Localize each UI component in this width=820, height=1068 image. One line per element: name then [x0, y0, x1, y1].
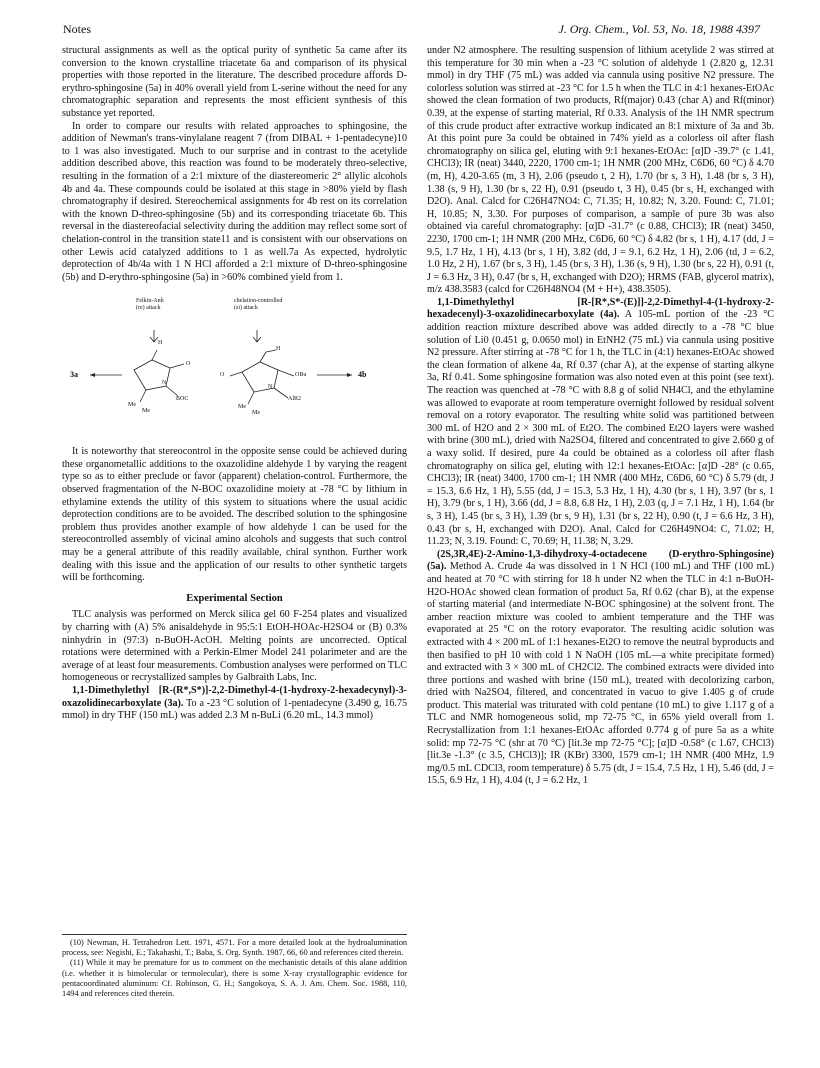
compound-4a-text: A 105-mL portion of the -23 °C addition reaction mixture described above was added directly to a -78 °C blue solution of Li0 (0.451 g, 0.0650 mol) in EtNH2 (75 mL) via cannula using positive N2 pressure. After stirring at -78 °C for 1 h, the TLC in (4:1) hexanes-EtOAc showed the clean formation of alkene 4a, Rf 0.37 (char A), at the expense of starting alkyne 3a, Rf 0.41. Some sphingosine formation was also noted even at this point (see text). The reaction was quenched at -78 °C with 8.8 g of solid NH4Cl, and the ethylamine was allowed to evaporate at room temperature overnight followed by residual solvent removal on a rotory evaporator. The resulting white solid was partitioned between 300 mL of H2O and 2 × 300 mL of Et2O. The combined Et2O layers were washed with brine (300 mL), dried with Na2SO4, filtered and concentrated to give 2.660 g of a waxy solid. If desired, pure 4a could be obtained as a colorless oil after flash chromatography on silica gel, eluting with 12:1 hexanes-EtOAc: [α]D -28° (c 0.65, CHCl3); IR (neat) 3400, 1700 cm-1; 1H NMR (400 MHz, C6D6, 60 °C) δ 5.79 (dt, J = 15.3, 6.6 Hz, 1 H), 5.55 (dd, J = 15.3, 5.3 Hz, 1 H), 4.30 (br s, 1 H), 3.97 (br s, 1 H), 3.79 (br s, 1 H), 3.66 (dd, J = 8.8, 6.8 Hz, 1 H), 2.03 (q, J = 7.1 Hz, 1 H), 1.64 (br s, 3 H), 1.45 (br s, 3 H), 1.39 (br s, 9 H), 1.31 (br s, 22 H), 0.90 (t, J = 6.6 Hz, 3 H), 0.43 (br s, H, exchanged with D2O). Anal. Calcd for C26H49NO4: C, 71.02; H, 11.23; N, 3.19. Found: C, 70.69; H, 11.38; N, 3.29. — [427, 309, 774, 548]
paragraph-3a-procedure: under N2 atmosphere. The resulting suspension of lithium acetylide 2 was stirred at this temperature for 30 min when a -23 °C solution of aldehyde 1 (2.820 g, 12.31 mmol) in dry THF (75 mL) was added via cannula using positive N2 pressure. The colorless solution was stirred at -23 °C for 1.5 h when the TLC in 4:1 hexanes-EtOAc showed the clean formation of two products, Rf(major) 0.43 (char A) and Rf(minor) 0.39, at the expense of starting material, Rf 0.33. Analysis of the 1H NMR spectrum of this crude product after extractive workup indicated an 8:1 mixture of 3a and 3b. At this point pure 3a could be obtained in 74% yield as a colorless oil after flash chromatography on silica gel, eluting with 9:1 hexanes-EtOAc: [α]D -39.7° (c 1.41, CHCl3); IR (neat) 3440, 2220, 1700 cm-1; 1H NMR (200 MHz, C6D6, 60 °C) δ 4.70 (m, H), 4.20-3.65 (m, 3 H), 2.06 (pseudo t, 2 H), 1.70 (br s, 3 H), 1.48 (br s, 3 H), 1.38 (s, 9 H), 1.30 (br s, 22 H), 0.91 (pseudo t, 3 H), 0.45 (br s, H, exchanged with D2O). Anal. Calcd for C26H47NO4: C, 71.35; H, 10.82; N, 3.20. Found: C, 71.01; H, 10.85; N, 3.30. For purposes of comparison, a sample of pure 3b was also obtained via careful chromatography: [α]D -31.7° (c 0.88, CHCl3); IR (neat) 3450, 2230, 1700 cm-1; 1H NMR (200 MHz, C6D6, 60 °C) δ 4.82 (br s, 1 H), 4.17 (dd, J = 9.5, 1.7 Hz, 1 H), 4.13 (br s, 1 H), 3.82 (dd, J = 9.1, 6.2 Hz, 1 H), 2.06 (td, J = 6.2, 1.0 Hz, 2 H), 1.67 (br s, 3 H), 1.45 (br s, 3 H), 1.36 (s, 9 H), 1.30 (br s, 22 H), 0.91 (t, J = 6.3 Hz, 3 H), 0.47 (br s, H, exchanged with D2O); HRMS (FAB, glycerol matrix), m/z 438.3583 (calcd for C26H48NO4 (M + H+), 438.3505). — [427, 45, 774, 296]
footnote-11: (11) While it may be premature for us to comment on the mechanistic details of this alane addition (i.e. whether it is bimolecular or termolecular), there is some X-ray crystallographic evidence for pentacoordinated aluminum: Cf. Robinson, G. H.; Sangokoya, S. A. J. Am. Chem. Soc. 1988, 110, 1494 and references cited therein. — [62, 958, 407, 999]
paragraph-compound-4a — [427, 297, 774, 549]
n-label-left: N — [162, 380, 167, 387]
compound-5a-title: (2S,3R,4E)-2-Amino-1,3-dihydroxy-4-octadecene (D-erythro-Sphingosine) (5a). — [427, 548, 774, 573]
arrowhead-to-3a — [90, 373, 95, 377]
paragraph-compound-3a — [62, 685, 407, 723]
compound-4b-label: 4b — [358, 370, 367, 380]
footnote-10: (10) Newman, H. Tetrahedron Lett. 1971, 4571. For a more detailed look at the hydroalumination process, see: Negishi, E.; Takahashi, T.; Baba, S. Org. Synth. 1987, 66, 60 and references cited therein. — [62, 938, 407, 958]
compound-5a-text: Method A. Crude 4a was dissolved in 1 N HCl (100 mL) and THF (100 mL) and heated at 70 °C with stirring for 18 h under N2 when the TLC in 4:1 n-BuOH-H2O-HOAc showed clean formation of product 5a, Rf 0.62 (char B), at the expense of starting material (and intermediate N-BOC sphingosine) at the solvent front. The amber reaction mixture was cooled to ambient temperature and the THF was evaporated at 25 °C on the rotory evaporator. The resulting acidic solution was extracted with 4 × 200 mL of 1:1 hexanes-Et2O to remove the neutral byproducts and then basified to pH 10 with cold 1 N NaOH (105 mL—a white precipitate formed) and extracted with 3 × 300 mL of CH2Cl2. The combined extracts were divided into three portions and washed with brine (150 mL), treated with decolorizing carbon, dried with Na2SO4, filtered, and concentrated in vacuo to give 1.405 g of crude product. This material was triturated with cold pentane (10 mL) to give 1.117 g of a TLC and NMR homogeneous solid, mp 72-75 °C, in 65% yield overall from 1. Recrystallization from 1:1 hexanes-EtOAc afforded 0.774 g of pure 5a as a white solid: mp 72-75 °C (shr at 70 °C) [lit.3e mp 72-75 °C]; [α]D -0.58° (c 1.67, CHCl3) [lit.3e -1.3° (c 3.5, CHCl3)]; IR (KBr) 3300, 1579 cm-1; 1H NMR (400 MHz, 1.9 mg/0.5 mL CDCl3, room temperature) δ 5.75 (dt, J = 15.4, 7.5 Hz, 1 H), 5.46 (dd, J = 15.5, 6.9 Hz, 1 H), 4.04 (t, J = 6.2 Hz, 1 — [427, 561, 774, 787]
paragraph-compound-5a — [427, 549, 774, 788]
o-label-left: O — [186, 361, 191, 368]
compound-3a-text: To a -23 °C solution of 1-pentadecyne (3.490 g, 16.75 mmol) in dry THF (150 mL) was added 2.3 M n-BuLi (6.20 mL, 14.3 mmol) — [62, 697, 408, 722]
n-label-right: N — [268, 384, 273, 391]
felkin-anh-label: Felkin-Anh (re) attack — [136, 298, 164, 312]
compound-3a-label: 3a — [70, 370, 78, 380]
compound-4a-title: 1,1-Dimethylethyl [R-[R*,S*-(E)]]-2,2-Dimethyl-4-(1-hydroxy-2-hexadecenyl)-3-oxazolidinecarboxylate (4a). — [427, 296, 774, 321]
footnotes — [62, 934, 407, 999]
paragraph-stereocontrol: It is noteworthy that stereocontrol in the opposite sense could be achieved during these organometallic additions to the oxazolidine aldehyde 1 by varying the reagent type so as to either preclude or favor (apparent) chelation-control. Furthermore, the observed fragmentation of the N-BOC oxazolidine moiety at -78 °C by lithium in ethylamine extends the utility of this system to situations where the usual acidic deprotection conditions are to be avoided. The described solution to the sphingosine problem thus provides another example of how aldehyde 1 can be used for the stereocontrolled assembly of vicinal amino alcohols and suggests that such control may be a general attribute of this readily available, chiral synthon. Further work dealing with this issue and the application of our results to other synthetic targets will be forthcoming. — [62, 446, 407, 584]
scheme-drawing — [62, 290, 407, 440]
h-label-left: H — [158, 340, 163, 347]
paragraph-structural-assignments: structural assignments as well as the optical purity of synthetic 5a came after its conversion to the known crystalline triacetate 6a and comparison of its physical properties with those reported in the literature. The described procedure affords D-erythro-sphingosine (5a) in 40% overall yield from L-serine without the need for any chromatographic separation and represents the most efficient synthesis of this substance yet reported. — [62, 45, 407, 119]
alr2-label: AlR2 — [288, 396, 302, 403]
boc-label: BOC — [176, 396, 189, 403]
running-header-left: Notes — [63, 22, 91, 36]
chelation-label: chelation-controlled (si) attack — [234, 298, 283, 312]
paragraph-vinylalane-comparison: In order to compare our results with related approaches to sphingosine, the addition of Newman's trans-vinylalane reagent 7 (from DIBAL + 1-pentadecyne)10 to 1 was also investigated. Much to our surprise and in contrast to the acetylide addition described above, this reaction was found to be moderately threo-selective, resulting in the formation of a 2:1 mixture of the diastereomeric 2° allylic alcohols 4b and 4a. These compounds could be isolated at this stage in >80% yield by flash chromatography if desired. Stereochemical assignments for 4b rest on its correlation with the known D-threo-sphingosine (5b) and its corresponding triacetate 6b. This reversal in the diastereofacial selectivity during the addition may reflect some sort of chelation-control in the transition state11 and is consistent with our observations on other Lewis acid catalyzed additions to 1 as well.7a As expected, hydrolytic deprotection of 4b/4a with 1 N HCl afforded a 2:1 mixture of D-threo-sphingosine (5b) and D-erythro-sphingosine (5a) in >60% combined yield from 1. — [62, 120, 407, 283]
chelation-arrow — [253, 330, 261, 342]
o-label-right: O — [220, 372, 225, 379]
running-header-right: J. Org. Chem., Vol. 53, No. 18, 1988 4397 — [558, 22, 760, 36]
me-label-left-b: Me — [142, 408, 150, 415]
chelation-ring — [242, 362, 278, 392]
compound-3a-title: 1,1-Dimethylethyl [R-(R*,S*)]-2,2-Dimethyl-4-(1-hydroxy-2-hexadecynyl)-3-oxazolidinecarboxylate (3a). — [62, 684, 407, 709]
left-column — [62, 45, 407, 723]
paragraph-general-methods: TLC analysis was performed on Merck silica gel 60 F-254 plates and visualized by charring with (A) 5% anisaldehyde in 95:5:1 EtOH-HOAc-H2SO4 or (B) 0.3% ninhydrin in (97:3) n-BuOH-AcOH. Melting points are uncorrected. Optical rotations were determined with a Perkin-Elmer Model 241 polarimeter and are the average of at least four measurements. Combustion analyses were performed on TLC homogeneous or recrystallized samples by Galbraith Labs, Inc. — [62, 609, 407, 684]
experimental-section-heading: Experimental Section — [186, 592, 283, 604]
reaction-scheme — [62, 290, 407, 440]
felkin-arrow — [150, 330, 158, 342]
me-label-right-b: Me — [252, 410, 260, 417]
me-label-right-a: Me — [238, 404, 246, 411]
obu-label: OBu — [295, 372, 307, 379]
arrowhead-to-4b — [347, 373, 352, 377]
me-label-left-a: Me — [128, 402, 136, 409]
right-column — [427, 45, 774, 788]
h-label-right: H — [276, 346, 281, 353]
